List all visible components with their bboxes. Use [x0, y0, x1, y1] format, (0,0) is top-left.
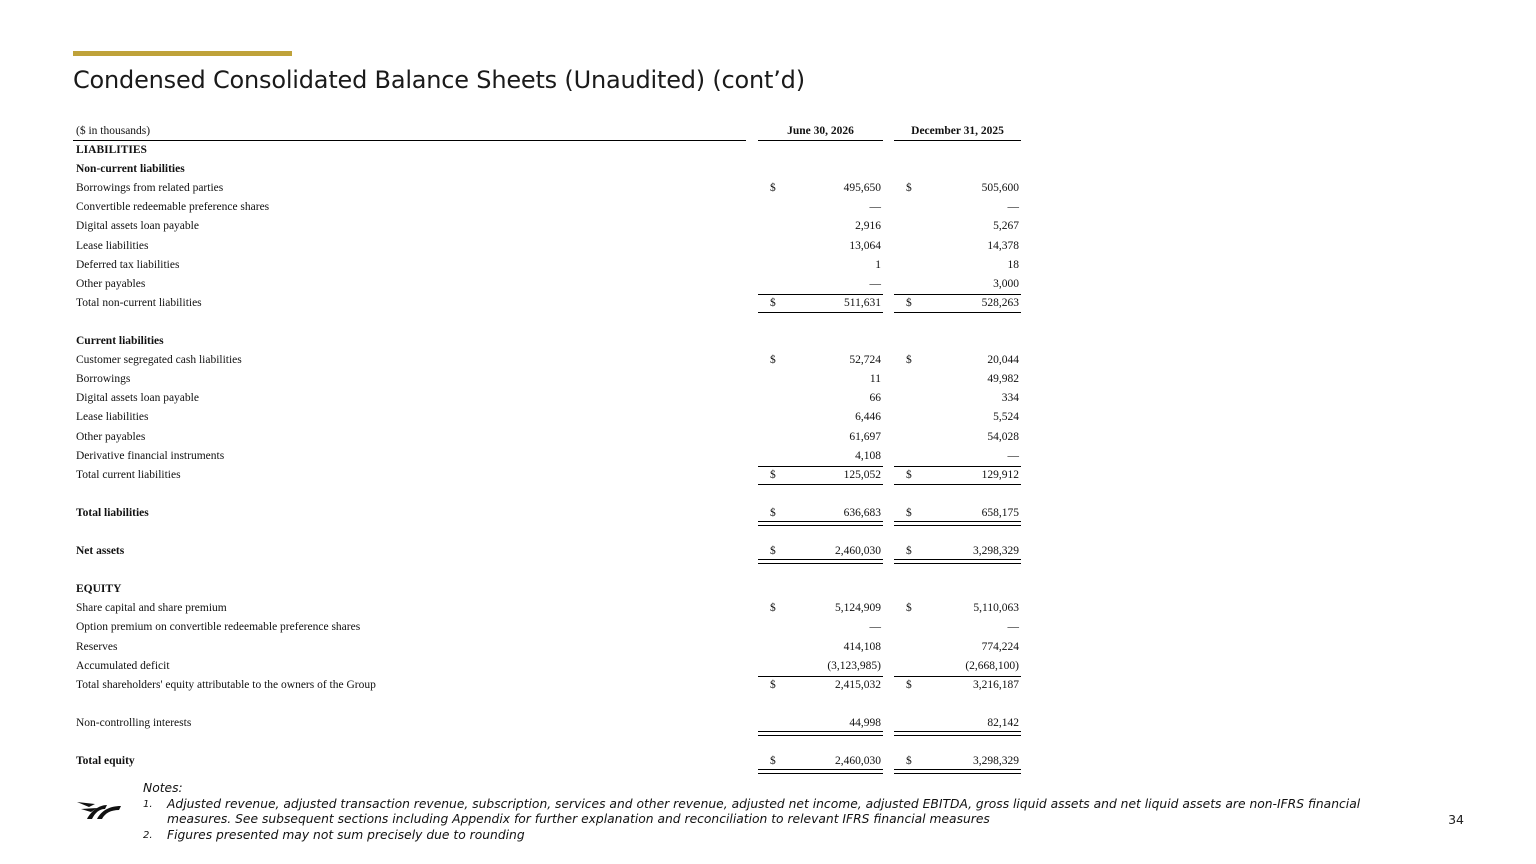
row-label: Other payables	[76, 430, 146, 443]
row-label: Digital assets loan payable	[76, 392, 199, 405]
col1-cell	[758, 580, 883, 599]
amount-value: —	[1007, 201, 1019, 214]
amount-value: 44,998	[849, 716, 881, 729]
currency-symbol: $	[770, 755, 776, 768]
col2-cell	[894, 580, 1021, 599]
currency-symbol: $	[770, 506, 776, 519]
amount-value: 14,378	[987, 239, 1019, 252]
unit-label: ($ in thousands)	[76, 125, 151, 137]
amount-value: 495,650	[843, 182, 881, 195]
amount-value: 3,216,187	[973, 678, 1019, 691]
amount-value: (3,123,985)	[827, 659, 881, 672]
col1-cell	[758, 561, 883, 580]
col1-cell	[758, 294, 883, 313]
currency-symbol: $	[770, 468, 776, 481]
table-row	[73, 523, 1023, 542]
col2-cell	[894, 256, 1021, 275]
amount-value: 54,028	[987, 430, 1019, 443]
col2-cell	[894, 695, 1021, 714]
row-label: Digital assets loan payable	[76, 220, 199, 233]
col1-cell	[758, 351, 883, 370]
row-label: Non-current liabilities	[76, 163, 185, 176]
table-row	[73, 561, 1023, 580]
col1-cell	[758, 237, 883, 256]
currency-symbol: $	[906, 755, 912, 768]
row-label: Total equity	[76, 755, 135, 768]
note-item	[143, 828, 1367, 844]
col1-cell	[758, 408, 883, 427]
row-label: Derivative financial instruments	[76, 449, 225, 462]
row-label: Lease liabilities	[76, 411, 149, 424]
col2-cell	[894, 217, 1021, 236]
col1-cell	[758, 370, 883, 389]
row-label: Total liabilities	[76, 506, 149, 519]
amount-value: 528,263	[981, 296, 1019, 309]
col2-cell	[894, 294, 1021, 313]
amount-value: —	[869, 277, 881, 290]
col2-cell	[894, 160, 1021, 179]
col1-cell	[758, 389, 883, 408]
col2-cell	[894, 523, 1021, 542]
amount-value: 13,064	[849, 239, 881, 252]
col2-cell	[894, 408, 1021, 427]
col2-cell	[894, 428, 1021, 447]
currency-symbol: $	[770, 354, 776, 367]
notes-section	[143, 781, 1367, 843]
col1-cell	[758, 618, 883, 637]
amount-value: 2,916	[855, 220, 881, 233]
col1-header-cell	[758, 122, 883, 141]
row-label: Borrowings	[76, 373, 131, 386]
col1-cell	[758, 504, 883, 523]
col1-header: June 30, 2026	[787, 125, 854, 137]
note-text: Figures presented may not sum precisely due to rounding	[167, 827, 525, 842]
table-body	[73, 141, 1023, 771]
row-label: Option premium on convertible redeemable preference shares	[76, 621, 361, 634]
col1-cell	[758, 428, 883, 447]
amount-value: 6,446	[855, 411, 881, 424]
amount-value: 5,267	[993, 220, 1019, 233]
currency-symbol: $	[770, 296, 776, 309]
table-row	[73, 275, 1023, 294]
currency-symbol: $	[906, 354, 912, 367]
amount-value: 66	[869, 392, 881, 405]
table-row	[73, 370, 1023, 389]
col2-cell	[894, 313, 1021, 332]
col1-cell	[758, 752, 883, 771]
note-number: 2.	[143, 829, 153, 841]
table-row	[73, 695, 1023, 714]
col1-cell	[758, 485, 883, 504]
col2-cell	[894, 389, 1021, 408]
table-row	[73, 256, 1023, 275]
note-item	[143, 797, 1367, 828]
currency-symbol: $	[906, 678, 912, 691]
page-number: 34	[1448, 812, 1464, 827]
page-title: Condensed Consolidated Balance Sheets (Unaudited) (cont’d)	[73, 66, 805, 94]
amount-value: 511,631	[844, 296, 881, 309]
col1-cell	[758, 714, 883, 733]
col2-cell	[894, 618, 1021, 637]
note-number: 1.	[143, 798, 153, 810]
col2-header: December 31, 2025	[911, 125, 1004, 137]
col2-cell	[894, 599, 1021, 618]
table-row	[73, 160, 1023, 179]
table-row	[73, 466, 1023, 485]
col2-header-cell	[894, 122, 1021, 141]
currency-symbol: $	[906, 468, 912, 481]
col2-cell	[894, 504, 1021, 523]
currency-symbol: $	[906, 602, 912, 615]
table-row	[73, 217, 1023, 236]
col2-cell	[894, 141, 1021, 160]
notes-heading: Notes:	[143, 781, 183, 795]
currency-symbol: $	[770, 602, 776, 615]
table-row	[73, 485, 1023, 504]
col2-cell	[894, 752, 1021, 771]
amount-value: 3,298,329	[973, 755, 1019, 768]
currency-symbol: $	[906, 296, 912, 309]
col2-cell	[894, 638, 1021, 657]
amount-value: 658,175	[981, 506, 1019, 519]
row-label: Total shareholders' equity attributable to the owners of the Group	[76, 678, 376, 691]
row-label: Borrowings from related parties	[76, 182, 224, 195]
col1-cell	[758, 275, 883, 294]
col2-cell	[894, 447, 1021, 466]
row-label: Current liabilities	[76, 335, 164, 348]
table-header-row	[73, 122, 1023, 141]
col1-cell	[758, 141, 883, 160]
row-label: Share capital and share premium	[76, 602, 227, 615]
amount-value: 3,298,329	[973, 545, 1019, 558]
col2-cell	[894, 542, 1021, 561]
table-row	[73, 580, 1023, 599]
col2-cell	[894, 351, 1021, 370]
col1-cell	[758, 733, 883, 752]
table-row	[73, 198, 1023, 217]
amount-value: 5,524	[993, 411, 1019, 424]
amount-value: —	[869, 201, 881, 214]
col1-cell	[758, 638, 883, 657]
balance-sheet-table	[73, 122, 1023, 771]
table-row	[73, 408, 1023, 427]
amount-value: 5,110,063	[973, 602, 1019, 615]
col2-cell	[894, 179, 1021, 198]
row-label: Lease liabilities	[76, 239, 149, 252]
row-label: Reserves	[76, 640, 118, 653]
col2-cell	[894, 561, 1021, 580]
table-row	[73, 542, 1023, 561]
col2-cell	[894, 198, 1021, 217]
row-label: Deferred tax liabilities	[76, 258, 180, 271]
currency-symbol: $	[770, 545, 776, 558]
currency-symbol: $	[906, 182, 912, 195]
table-row	[73, 179, 1023, 198]
amount-value: 5,124,909	[835, 602, 881, 615]
row-label: Total current liabilities	[76, 468, 181, 481]
amount-value: 774,224	[981, 640, 1019, 653]
col1-cell	[758, 313, 883, 332]
col1-cell	[758, 599, 883, 618]
amount-value: 61,697	[849, 430, 881, 443]
amount-value: 49,982	[987, 373, 1019, 386]
row-label: Accumulated deficit	[76, 659, 170, 672]
amount-value: 129,912	[981, 468, 1019, 481]
amount-value: (2,668,100)	[965, 659, 1019, 672]
table-row	[73, 599, 1023, 618]
currency-symbol: $	[906, 506, 912, 519]
col1-cell	[758, 179, 883, 198]
col1-cell	[758, 657, 883, 676]
col2-cell	[894, 733, 1021, 752]
col1-cell	[758, 160, 883, 179]
currency-symbol: $	[906, 545, 912, 558]
col1-cell	[758, 523, 883, 542]
amount-value: —	[1007, 621, 1019, 634]
col1-cell	[758, 332, 883, 351]
col1-cell	[758, 447, 883, 466]
col1-cell	[758, 198, 883, 217]
table-row	[73, 389, 1023, 408]
row-label: LIABILITIES	[76, 144, 147, 157]
amount-value: 20,044	[987, 354, 1019, 367]
amount-value: 2,415,032	[835, 678, 881, 691]
col1-cell	[758, 466, 883, 485]
amount-value: 414,108	[843, 640, 881, 653]
table-row	[73, 733, 1023, 752]
amount-value: 3,000	[993, 277, 1019, 290]
col2-cell	[894, 370, 1021, 389]
amount-value: —	[1007, 449, 1019, 462]
amount-value: 334	[1001, 392, 1019, 405]
row-label: Non-controlling interests	[76, 716, 192, 729]
amount-value: 125,052	[843, 468, 881, 481]
row-label: Net assets	[76, 545, 125, 558]
col1-cell	[758, 676, 883, 695]
amount-value: 2,460,030	[835, 545, 881, 558]
amount-value: 636,683	[843, 506, 881, 519]
table-row	[73, 638, 1023, 657]
company-logo-icon	[75, 797, 123, 821]
amount-value: 505,600	[981, 182, 1019, 195]
amount-value: 1	[875, 258, 881, 271]
note-text: Adjusted revenue, adjusted transaction revenue, subscription, services and other revenue, adjusted net income, adjusted EBITDA, gross liquid assets and net liquid assets are non-IFRS financial measures. See subsequent sections including Appendix for further explanation and reconciliation to relevant IFRS financial measures	[167, 796, 1361, 826]
table-row	[73, 351, 1023, 370]
table-row	[73, 714, 1023, 733]
col2-cell	[894, 657, 1021, 676]
table-row	[73, 294, 1023, 313]
table-row	[73, 752, 1023, 771]
table-row	[73, 676, 1023, 695]
amount-value: 18	[1007, 258, 1019, 271]
table-row	[73, 447, 1023, 466]
notes-list	[143, 797, 1367, 844]
amount-value: 82,142	[987, 716, 1019, 729]
col2-cell	[894, 332, 1021, 351]
row-label: Other payables	[76, 277, 146, 290]
col2-cell	[894, 237, 1021, 256]
table-row	[73, 657, 1023, 676]
table-row	[73, 237, 1023, 256]
col1-cell	[758, 217, 883, 236]
table-row	[73, 618, 1023, 637]
col2-cell	[894, 676, 1021, 695]
row-label: Customer segregated cash liabilities	[76, 354, 242, 367]
col1-cell	[758, 542, 883, 561]
amount-value: 4,108	[855, 449, 881, 462]
table-row	[73, 504, 1023, 523]
col2-cell	[894, 485, 1021, 504]
row-label: Convertible redeemable preference shares	[76, 201, 270, 214]
row-label: Total non-current liabilities	[76, 296, 202, 309]
amount-value: —	[869, 621, 881, 634]
table-row	[73, 313, 1023, 332]
col2-cell	[894, 714, 1021, 733]
col2-cell	[894, 466, 1021, 485]
amount-value: 52,724	[849, 354, 881, 367]
amount-value: 2,460,030	[835, 755, 881, 768]
amount-value: 11	[869, 373, 881, 386]
col1-cell	[758, 256, 883, 275]
currency-symbol: $	[770, 182, 776, 195]
row-label: EQUITY	[76, 583, 122, 596]
col2-cell	[894, 275, 1021, 294]
table-row	[73, 428, 1023, 447]
table-row	[73, 332, 1023, 351]
col1-cell	[758, 695, 883, 714]
currency-symbol: $	[770, 678, 776, 691]
table-row	[73, 141, 1023, 160]
title-accent-bar	[73, 51, 292, 56]
